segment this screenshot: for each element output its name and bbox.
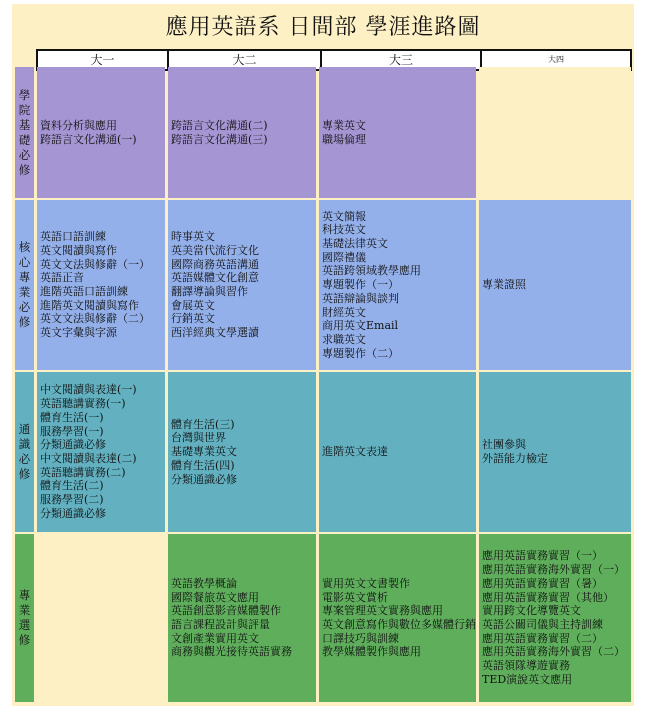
- course-item: 英語領隊導遊實務: [482, 659, 570, 673]
- course-item: 專題製作（一）: [322, 278, 399, 292]
- course-item: 會展英文: [171, 298, 215, 312]
- course-item: 應用英語實務實習（二）: [482, 631, 603, 645]
- course-item: 英語正音: [40, 271, 84, 285]
- course-item: 口譯技巧與訓練: [322, 631, 399, 645]
- course-item: 體育生活(一): [40, 410, 104, 424]
- course-item: 國際商務英語溝通: [171, 257, 259, 271]
- course-item: 中文閱讀與表達(二): [40, 452, 137, 465]
- row-label-char: 專: [18, 270, 31, 284]
- course-item: 西洋經典文學選讀: [171, 326, 259, 340]
- cell-college-required-year2: [168, 67, 316, 198]
- course-item: 分類通識必修: [171, 472, 237, 486]
- course-item: 進階英文表達: [322, 445, 388, 459]
- row-general-required: [15, 372, 631, 532]
- course-item: 實用跨文化導覽英文: [482, 604, 581, 618]
- row-label-char: 專: [18, 588, 31, 602]
- course-item: 英語媒體文化創意: [171, 271, 259, 285]
- cell-professional-elective-year2: [168, 534, 316, 702]
- course-item: 國際禮儀: [322, 250, 366, 264]
- course-item: 跨語言文化溝通(一): [40, 132, 137, 146]
- cell-professional-elective-year4: [479, 534, 631, 702]
- year-header-1: 大一: [38, 51, 169, 69]
- cell-core-required-year2: [168, 200, 316, 370]
- course-item: 應用英語實務實習（其他）: [482, 590, 614, 604]
- course-item: 應用英語實務海外實習（一）: [482, 563, 625, 577]
- row-label-char: 基: [18, 117, 31, 132]
- course-item: 專業英文: [322, 118, 366, 132]
- course-item: 時事英文: [171, 230, 215, 244]
- course-item: 語言課程設計與評量: [171, 618, 270, 631]
- row-label-char: 學: [18, 87, 31, 102]
- cell-general-required-year2: [168, 372, 316, 532]
- course-item: 商務與觀光接待英語實務: [171, 645, 292, 659]
- row-label-char: 必: [18, 147, 31, 162]
- row-label-char: 核: [18, 240, 31, 254]
- course-item: 跨語言文化溝通(三): [171, 132, 268, 146]
- course-item: 英文閱讀與寫作: [40, 243, 117, 257]
- row-label-char: 修: [18, 162, 31, 177]
- course-item: 英文文法與修辭（一）: [40, 257, 150, 271]
- course-item: 資料分析與應用: [40, 118, 117, 132]
- row-label-char: 通: [18, 422, 31, 436]
- year-header-2: 大二: [169, 51, 322, 69]
- row-label-professional-elective: [15, 534, 34, 702]
- course-item: 科技英文: [322, 223, 366, 237]
- row-label-char: 礎: [18, 132, 31, 147]
- course-item: 國際餐旅英文應用: [171, 590, 259, 604]
- course-item: 英語公關司儀與主持訓練: [482, 618, 603, 631]
- course-item: 英文字彙與字源: [40, 326, 117, 340]
- course-item: 分類通識必修: [40, 506, 106, 520]
- course-item: 服務學習(二): [40, 493, 104, 507]
- row-label-char: 院: [18, 102, 31, 117]
- course-item: TED演說英文應用: [482, 672, 573, 686]
- course-item: 體育生活(三): [171, 417, 235, 431]
- course-item: 行銷英文: [171, 312, 215, 326]
- row-label-char: 必: [18, 452, 31, 466]
- course-item: 英語聽講實務(一): [40, 397, 126, 411]
- course-item: 文創產業實用英文: [171, 631, 259, 645]
- course-item: 求職英文: [322, 332, 366, 346]
- course-item: 台灣與世界: [171, 431, 226, 445]
- row-label-char: 業: [18, 285, 31, 299]
- row-label-char: 業: [18, 603, 31, 617]
- course-item: 外語能力檢定: [482, 452, 548, 465]
- course-item: 專業證照: [482, 278, 526, 292]
- row-label-college-required: [15, 67, 34, 198]
- course-item: 基礎法律英文: [322, 237, 388, 251]
- cell-college-required-year1: [37, 67, 165, 198]
- course-item: 英語教學概論: [171, 576, 237, 590]
- course-item: 專題製作（二）: [322, 346, 399, 360]
- cell-general-required-year3: [319, 372, 476, 532]
- course-item: 職場倫理: [322, 132, 366, 146]
- cell-core-required-year4: [479, 200, 631, 370]
- course-item: 分類通識必修: [40, 438, 106, 452]
- cell-general-required-year1: [37, 372, 165, 532]
- course-item: 體育生活(四): [171, 458, 235, 472]
- cell-professional-elective-year3: [319, 534, 476, 702]
- course-item: 基礎專業英文: [171, 445, 237, 459]
- course-item: 進階英語口語訓練: [40, 285, 128, 298]
- course-item: 電影英文賞析: [322, 590, 388, 604]
- course-item: 英語口語訓練: [40, 230, 106, 244]
- course-item: 專案管理英文實務與應用: [322, 604, 443, 618]
- cell-professional-elective-year1: [37, 534, 165, 702]
- cell-college-required-year3: [319, 67, 476, 198]
- course-item: 實用英文文書製作: [322, 576, 410, 590]
- row-label-char: 修: [18, 315, 31, 329]
- year-header-3: 大三: [322, 51, 482, 69]
- course-item: 英美當代流行文化: [171, 243, 259, 257]
- course-item: 英語聽講實務(二): [40, 465, 126, 479]
- course-item: 中文閱讀與表達(一): [40, 383, 137, 397]
- course-item: 體育生活(二): [40, 479, 104, 493]
- row-core-required: [15, 200, 631, 370]
- course-item: 服務學習(一): [40, 424, 104, 438]
- course-item: 英語創意影音媒體製作: [171, 604, 281, 618]
- course-item: 英文簡報: [322, 209, 366, 223]
- course-item: 應用英語實務實習（暑）: [482, 576, 603, 590]
- row-label-char: 心: [18, 255, 31, 269]
- course-item: 跨語言文化溝通(二): [171, 118, 268, 132]
- course-item: 翻譯導論與習作: [171, 285, 248, 298]
- course-item: 英文創意寫作與數位多媒體行銷: [322, 618, 476, 631]
- row-label-char: 修: [18, 633, 31, 647]
- course-item: 進階英文閱讀與寫作: [40, 298, 139, 312]
- course-item: 社團參與: [482, 438, 526, 452]
- course-item: 財經英文: [322, 305, 366, 319]
- roadmap-frame: [12, 4, 634, 706]
- row-label-char: 修: [18, 467, 31, 481]
- row-label-core-required: [15, 200, 34, 370]
- course-item: 英文文法與修辭（二）: [40, 312, 150, 326]
- cell-core-required-year1: [37, 200, 165, 370]
- cell-general-required-year4: [479, 372, 631, 532]
- row-professional-elective: [15, 534, 631, 702]
- course-item: 英語辯論與談判: [322, 291, 399, 305]
- course-item: 商用英文Email: [322, 319, 399, 333]
- row-label-char: 識: [18, 437, 31, 451]
- row-label-char: 選: [18, 618, 31, 632]
- course-item: 教學媒體製作與應用: [322, 645, 421, 659]
- cell-college-required-year4: [479, 67, 631, 198]
- course-item: 應用英語實務海外實習（二）: [482, 645, 625, 659]
- page-title: 應用英語系 日間部 學涯進路圖: [165, 15, 481, 40]
- row-label-general-required: [15, 372, 34, 532]
- row-label-char: 必: [18, 300, 31, 314]
- year-header-4: 大四: [548, 55, 564, 64]
- course-item: 英語跨領域教學應用: [322, 264, 421, 278]
- cell-core-required-year3: [319, 200, 476, 370]
- course-item: 應用英語實務實習（一）: [482, 549, 603, 563]
- row-college-required: [15, 67, 631, 198]
